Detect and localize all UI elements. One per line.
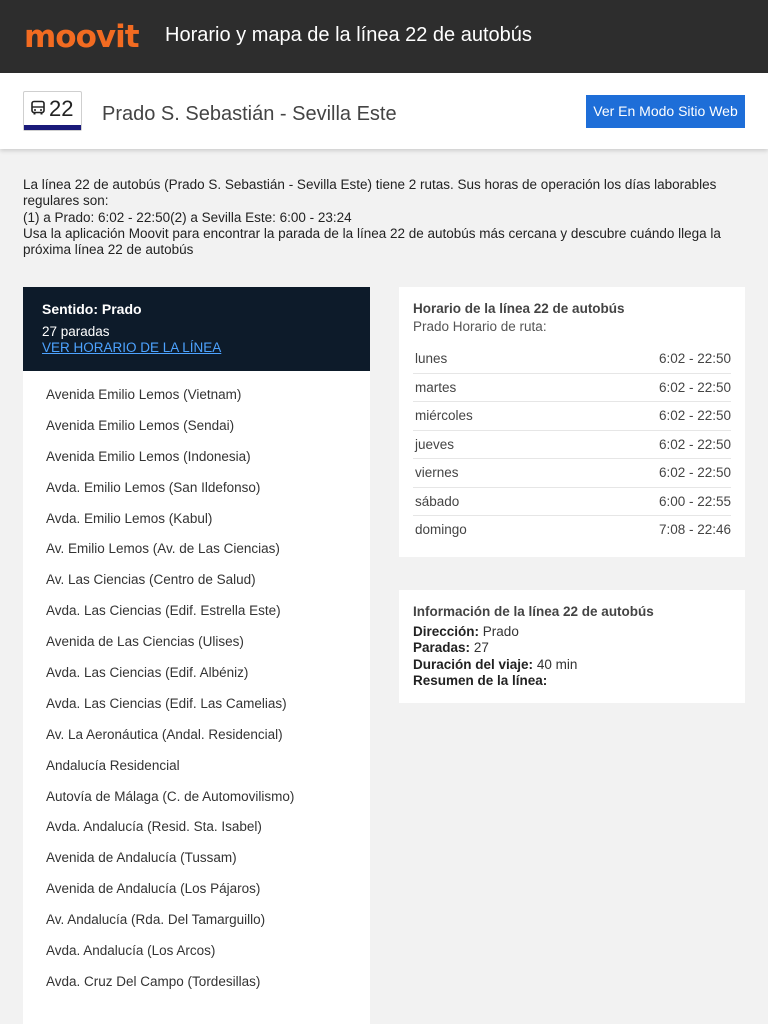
stop-item[interactable]: Avda. Las Ciencias (Edif. Las Camelias) (46, 695, 287, 711)
info-duration-label: Duración del viaje: (413, 656, 534, 672)
schedule-row (413, 402, 731, 431)
schedule-day: jueves (415, 436, 455, 452)
moovit-logo[interactable]: moovit (24, 19, 139, 55)
stop-item[interactable]: Av. Emilio Lemos (Av. de Las Ciencias) (46, 541, 280, 557)
schedule-hours: 6:02 - 22:50 (658, 408, 731, 423)
schedule-row (413, 488, 731, 517)
description-line-3: Usa la aplicación Moovit para encontrar la parada de la línea 22 de autobús más cercana y descubre cuándo llega la próxima línea 22 de autobús (23, 225, 721, 258)
schedule-table (413, 345, 731, 545)
schedule-day: viernes (415, 465, 459, 480)
info-title: Información de la línea 22 de autobús (413, 604, 654, 619)
stop-item[interactable]: Avda. Las Ciencias (Edif. Albéniz) (46, 665, 249, 681)
schedule-hours: 7:08 - 22:46 (658, 522, 731, 537)
website-mode-button[interactable]: Ver En Modo Sitio Web (586, 95, 745, 128)
stop-item[interactable]: Avenida de Andalucía (Tussam) (46, 850, 237, 866)
direction-header (23, 287, 370, 371)
schedule-title: Horario de la línea 22 de autobús (413, 301, 625, 316)
stop-item[interactable]: Avda. Andalucía (Resid. Sta. Isabel) (46, 819, 262, 835)
info-direction (413, 624, 577, 640)
line-description (23, 177, 745, 258)
schedule-day: domingo (415, 522, 467, 537)
info-stops-value: 27 (473, 640, 489, 656)
description-line-1: La línea 22 de autobús (Prado S. Sebastián - Sevilla Este) tiene 2 rutas. Sus horas de operación los días laborables regulares son: (23, 177, 717, 209)
schedule-day: martes (415, 379, 457, 395)
info-summary (413, 673, 577, 689)
stop-item[interactable]: Av. Las Ciencias (Centro de Salud) (46, 572, 256, 588)
stop-item[interactable]: Avda. Emilio Lemos (Kabul) (46, 510, 213, 526)
info-summary-label: Resumen de la línea: (413, 672, 548, 688)
schedule-row (413, 516, 731, 545)
line-header (0, 73, 768, 149)
stop-item[interactable]: Avda. Andalucía (Los Arcos) (46, 943, 216, 959)
schedule-card (399, 287, 745, 557)
direction-title: Sentido: Prado (42, 301, 142, 317)
info-direction-label: Dirección: (413, 624, 480, 639)
info-duration (413, 657, 577, 673)
line-badge (23, 91, 82, 131)
stop-item[interactable]: Avenida de Las Ciencias (Ulises) (46, 634, 244, 650)
schedule-hours: 6:02 - 22:50 (658, 465, 731, 480)
stop-item[interactable]: Avenida Emilio Lemos (Vietnam) (46, 387, 242, 402)
info-stops-label: Paradas: (413, 640, 471, 656)
stop-item[interactable]: Andalucía Residencial (46, 757, 180, 773)
bus-icon (30, 100, 46, 116)
schedule-row (413, 459, 731, 488)
info-duration-value: 40 min (536, 656, 578, 672)
schedule-day: miércoles (415, 408, 473, 423)
stop-item[interactable]: Avenida Emilio Lemos (Indonesia) (46, 448, 251, 464)
stop-item[interactable]: Avenida de Andalucía (Los Pájaros) (46, 881, 261, 897)
schedule-hours: 6:00 - 22:55 (658, 493, 731, 509)
stop-item[interactable]: Avda. Las Ciencias (Edif. Estrella Este) (46, 603, 281, 619)
stop-item[interactable]: Avenida Emilio Lemos (Sendai) (46, 417, 235, 433)
schedule-subtitle: Prado Horario de ruta: (413, 319, 547, 334)
view-schedule-link[interactable]: VER HORARIO DE LA LÍNEA (42, 340, 222, 355)
stop-item[interactable]: Av. Andalucía (Rda. Del Tamarguillo) (46, 912, 266, 928)
stop-item[interactable]: Av. La Aeronáutica (Andal. Residencial) (46, 726, 283, 742)
description-line-2: (1) a Prado: 6:02 - 22:50(2) a Sevilla Este: 6:00 - 23:24 (23, 209, 352, 225)
info-direction-value: Prado (482, 624, 519, 639)
line-color-bar (24, 125, 81, 130)
schedule-day: lunes (415, 351, 448, 366)
schedule-day: sábado (415, 493, 460, 509)
schedule-hours: 6:02 - 22:50 (658, 351, 731, 366)
top-bar (0, 0, 768, 73)
info-details (413, 624, 577, 689)
stop-item[interactable]: Autovía de Málaga (C. de Automovilismo) (46, 788, 295, 804)
stop-item[interactable]: Avda. Emilio Lemos (San Ildefonso) (46, 479, 261, 495)
stops-list (23, 371, 370, 1024)
schedule-row (413, 345, 731, 374)
line-number: 22 (49, 96, 74, 121)
schedule-hours: 6:02 - 22:50 (658, 379, 731, 395)
route-name: Prado S. Sebastián - Sevilla Este (102, 103, 397, 125)
schedule-row (413, 374, 731, 403)
schedule-hours: 6:02 - 22:50 (658, 436, 731, 452)
schedule-row (413, 431, 731, 460)
info-stops (413, 640, 577, 656)
line-info-card (399, 590, 745, 703)
page-title: Horario y mapa de la línea 22 de autobús (165, 24, 532, 46)
stop-item[interactable]: Avda. Cruz Del Campo (Tordesillas) (46, 973, 261, 989)
direction-stops-count: 27 paradas (42, 324, 110, 339)
